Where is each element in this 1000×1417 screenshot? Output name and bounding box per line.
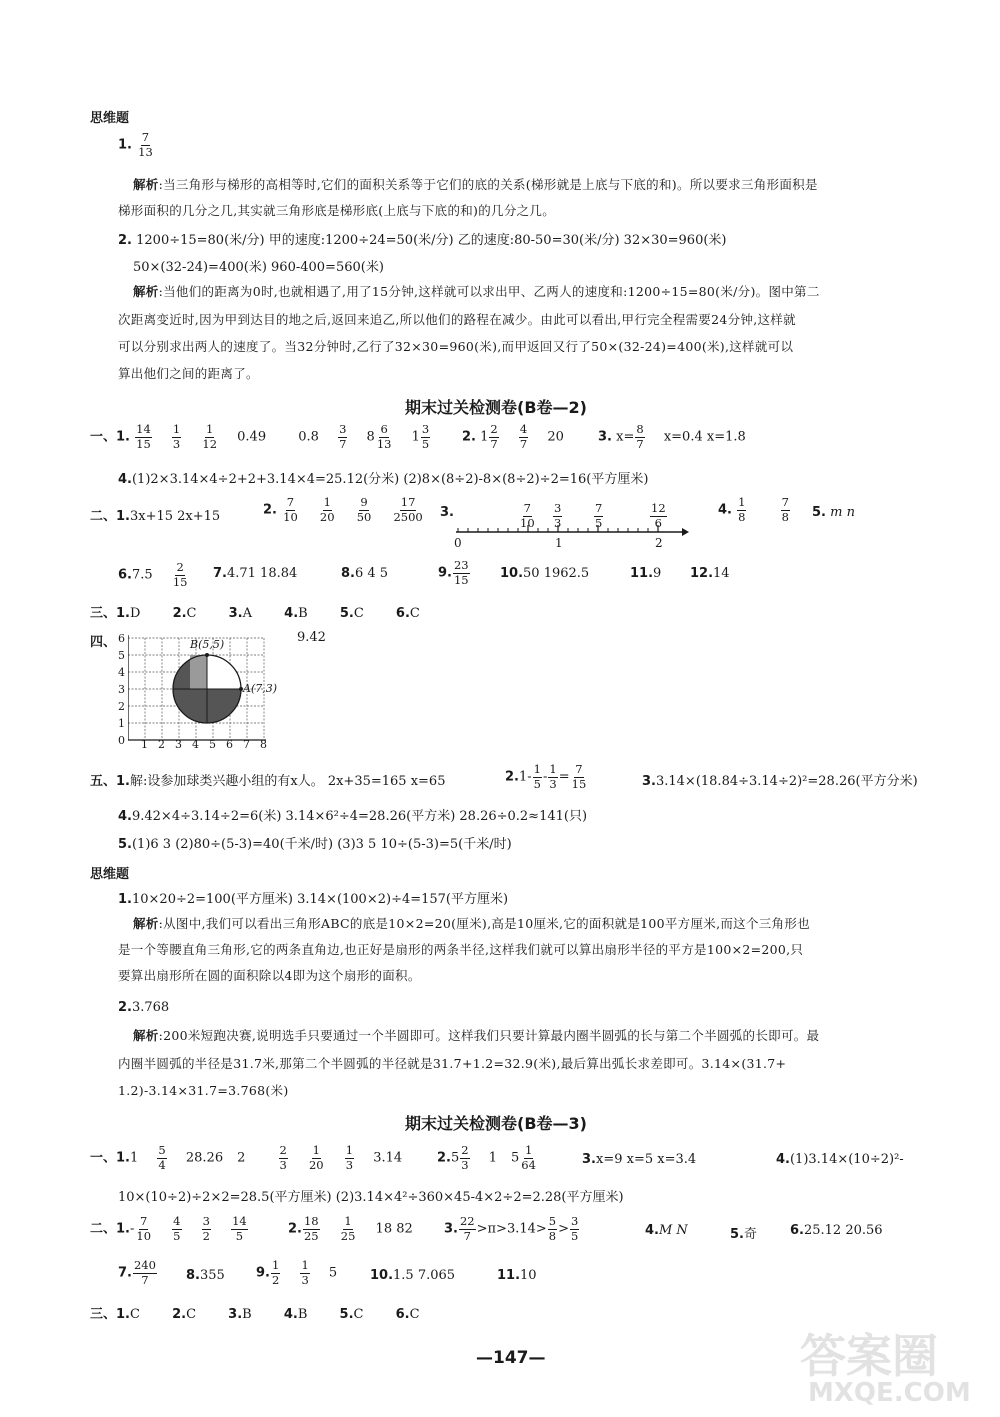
answer-row: 11.10 — [497, 1268, 537, 1283]
answer-row: 二、1.- $\frac{7}{10}$ $\frac{4}{5}$ $\frac{3}{2}$ $\frac{14}{5}$ — [90, 1214, 247, 1243]
answer-row: 8.355 — [186, 1268, 225, 1283]
answer-row: 一、1.1 $\frac{5}{4}$ 28.26 2 $\frac{2}{3}$ $\frac{1}{20}$ $\frac{1}{3}$ 3.14 — [90, 1143, 403, 1172]
explanation-line: 算出他们之间的距离了。 — [118, 366, 259, 381]
answer-row: 8.6 4 5 — [341, 566, 389, 581]
answer-line: 50×(32-24)=400(米) 960-400=560(米) — [133, 260, 384, 275]
answer-row: 9. $\frac{1}{2}$ $\frac{1}{3}$ 5 — [256, 1258, 338, 1287]
number-line-label: $\frac{12}{6}$ — [651, 501, 666, 530]
answer-row: 4.M N — [645, 1223, 688, 1238]
answer-row: 2. $\frac{7}{10}$ $\frac{1}{20}$ $\frac{9}{50}$ $\frac{17}{2500}$ — [263, 495, 423, 524]
answer-row: 5.奇 — [730, 1227, 757, 1242]
answer-row: 2.3.768 — [118, 1000, 170, 1015]
explanation-line: 是一个等腰直角三角形,它的两条直角边,也正好是扇形的两条半径,这样我们就可以算出扇形半径的平方是100×2=200,只 — [118, 942, 804, 957]
answer-row: 1.10×20÷2=100(平方厘米) 3.14×(100×2)÷4=157(平方厘米) — [118, 892, 509, 907]
answer-row: 5.(1)6 3 (2)80÷(5-3)=40(千米/时) (3)3 5 10÷(5-3)=5(千米/时) — [118, 837, 512, 852]
section-title: 期末过关检测卷(B卷—3) — [405, 1114, 587, 1133]
explanation-line: 要算出扇形所在圆的面积除以4即为这个扇形的面积。 — [118, 968, 421, 983]
answer-row: 7.4.71 18.84 — [213, 566, 298, 581]
number-line-label: $\frac{7}{5}$ — [595, 501, 603, 530]
answer-row: 3. $\frac{22}{7}$ >π>3.14> $\frac{5}{8}$ > $\frac{3}{5}$ — [444, 1214, 579, 1243]
answer-value: 9.42 — [297, 630, 326, 645]
point-label-b: B(5,5) — [190, 638, 225, 651]
answer-row: 9. $\frac{23}{15}$ — [438, 558, 469, 587]
axis-label: 0 — [454, 536, 462, 550]
answer-row: 10.50 1962.5 — [500, 566, 590, 581]
answer-row: 二、1.3x+15 2x+15 — [90, 509, 221, 524]
answer-row: 11.9 — [630, 566, 662, 581]
section-header: 思维题 — [90, 867, 130, 882]
axis-label: 1 — [555, 536, 563, 550]
answer-2: 2. 1200÷15=80(米/分) 甲的速度:1200÷24=50(米/分) 乙的速度:80-50=30(米/分) 32×30=960(米) — [118, 233, 727, 248]
answer-row: 3.3.14×(18.84÷3.14÷2)²=28.26(平方分米) — [642, 774, 918, 789]
section-header: 思维题 — [90, 111, 130, 126]
answer-row: 五、1.解:设参加球类兴趣小组的有x人。 2x+35=165 x=65 — [90, 774, 446, 789]
explanation-line: 解析:200米短跑决赛,说明选手只要通过一个半圆即可。这样我们只要计算最内圈半圆弧的长与第二个半圆弧的长即可。最 — [133, 1028, 820, 1043]
explanation-line: 解析:当他们的距离为0时,也就相遇了,用了15分钟,这样就可以求出甲、乙两人的速度和:1200÷15=80(米/分)。图中第二 — [133, 284, 820, 299]
answer-row: 3.x=9 x=5 x=3.4 — [582, 1152, 697, 1167]
explanation-line: 解析:当三角形与梯形的高相等时,它们的面积关系等于它们的底的关系(梯形就是上底与下底的和)。所以要求三角形面积是 — [133, 177, 818, 192]
answer-row: 三、1.D 2.C 3.A 4.B 5.C 6.C — [90, 606, 420, 621]
watermark-logo: 答案圈 — [800, 1329, 938, 1383]
answer-row: 2. $\frac{18}{25}$ $\frac{1}{25}$ 18 82 — [288, 1214, 413, 1243]
explanation-line: 可以分别求出两人的速度了。当32分钟时,乙行了32×30=960(米),而甲返回又行了50×(32-24)=400(米),这样就可以 — [118, 339, 794, 354]
answer-row: 6.25.12 20.56 — [790, 1223, 883, 1238]
section-title: 期末过关检测卷(B卷—2) — [405, 398, 587, 417]
number-line-axis — [450, 525, 690, 539]
x-axis-labels: 1 2 3 4 5 6 7 8 — [141, 738, 267, 751]
answer-row: 一、1. $\frac{14}{15}$ $\frac{1}{3}$ $\frac{1}{12}$ 0.49 0.8 $\frac{3}{7}$ 8 $\frac{6}{13}$ 1 $\frac{3}{5}$ — [90, 422, 430, 451]
answer-row: 3. x= $\frac{8}{7}$ x=0.4 x=1.8 — [598, 422, 746, 451]
axis-label: 2 — [655, 536, 663, 550]
answer-row: 4.(1)2×3.14×4÷2+2+3.14×4=25.12(分米) (2)8×(8÷2)-8×(8÷2)÷2=16(平方厘米) — [118, 472, 649, 487]
answer-row: 5. m n — [812, 505, 855, 520]
watermark-url: MXQE.COM — [808, 1378, 971, 1408]
answer-row: 12.14 — [690, 566, 730, 581]
answer-row: 10.1.5 7.065 — [370, 1268, 456, 1283]
explanation-line: 次距离变近时,因为甲到达目的地之后,返回来追乙,所以他们的路程在减少。由此可以看出,甲行完全程需要24分钟,这样就 — [118, 312, 796, 327]
answer-row: 4.(1)3.14×(10÷2)²- — [776, 1152, 904, 1167]
explanation-line: 1.2)-3.14×31.7=3.768(米) — [118, 1083, 289, 1098]
answer-row: 三、1.C 2.C 3.B 4.B 5.C 6.C — [90, 1307, 420, 1322]
question-number: 3. — [440, 505, 454, 520]
answer-row: 2.5 $\frac{2}{3}$ 1 5 $\frac{1}{64}$ — [437, 1143, 536, 1172]
number-line-label: $\frac{3}{3}$ — [554, 501, 562, 530]
answer-row: 2.1- $\frac{1}{5}$ - $\frac{1}{3}$ = $\frac{7}{15}$ — [505, 762, 587, 791]
explanation-line: 解析:从图中,我们可以看出三角形ABC的底是10×2=20(厘米),高是10厘米,它的面积就是100平方厘米,而这个三角形也 — [133, 916, 810, 931]
answer-row: 4. $\frac{1}{8}$ $\frac{7}{8}$ — [718, 495, 789, 524]
answer-row: 2. 1 $\frac{2}{7}$ $\frac{4}{7}$ 20 — [462, 422, 564, 451]
page-number: —147— — [476, 1348, 546, 1368]
answer-row: 10×(10÷2)÷2×2=28.5(平方厘米) (2)3.14×4²÷360×45-4×2÷2=2.28(平方厘米) — [118, 1190, 624, 1205]
answer-1: 1. $\frac{7}{13}$ — [118, 130, 153, 159]
answer-row: 7. $\frac{240}{7}$ — [118, 1258, 156, 1287]
fraction: $\frac{7}{13}$ — [138, 130, 153, 159]
y-axis-labels: 6 5 4 3 2 1 0 — [118, 632, 125, 747]
point-label-a: A(7,3) — [243, 682, 278, 695]
explanation-line: 内圈半圆弧的半径是31.7米,那第二个半圆弧的半径就是31.7+1.2=32.9(米),最后算出弧长求差即可。3.14×(31.7+ — [118, 1056, 787, 1071]
explanation-line: 梯形面积的几分之几,其实就三角形底是梯形底(上底与下底的和)的几分之几。 — [118, 203, 556, 218]
question-number: 四、 — [90, 635, 117, 650]
answer-row: 6.7.5 $\frac{2}{15}$ — [118, 560, 188, 589]
answer-row: 4.9.42×4÷3.14÷2=6(米) 3.14×6²÷4=28.26(平方米) 28.26÷0.2≈141(只) — [118, 809, 588, 824]
number-line-label: $\frac{7}{10}$ — [520, 501, 535, 530]
